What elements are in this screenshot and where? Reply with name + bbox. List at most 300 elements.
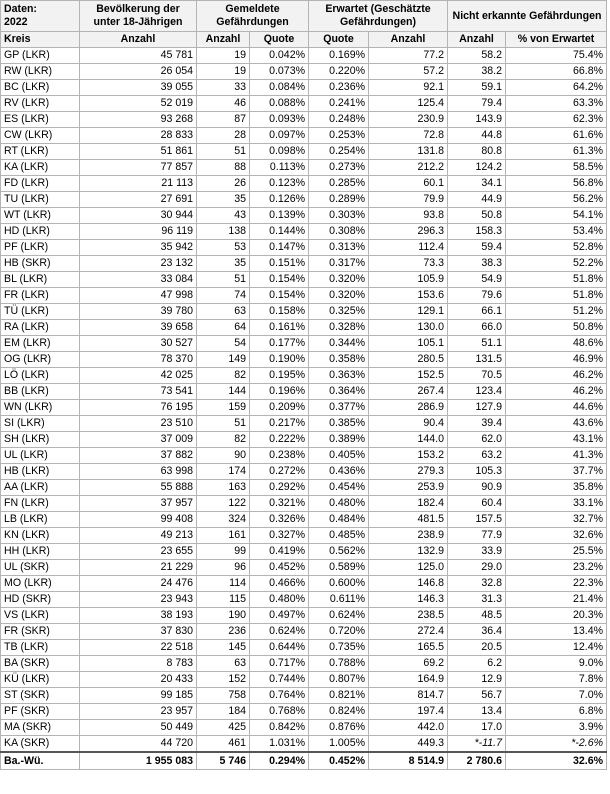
cell-not-detected-pct: *-2.6% — [506, 736, 607, 753]
cell-reported-rate: 0.147% — [250, 240, 309, 256]
cell-kreis: KN (LKR) — [1, 528, 80, 544]
cell-not-detected-pct: 25.5% — [506, 544, 607, 560]
cell-reported-count: 87 — [197, 112, 250, 128]
cell-expected-rate: 0.377% — [309, 400, 369, 416]
cell-reported-rate: 0.624% — [250, 624, 309, 640]
table-row — [1, 128, 607, 144]
cell-not-detected-count: 58.2 — [448, 48, 506, 64]
cell-reported-rate: 0.321% — [250, 496, 309, 512]
cell-expected-count: 79.9 — [369, 192, 448, 208]
cell-expected-count: 182.4 — [369, 496, 448, 512]
cell-reported-rate: 0.042% — [250, 48, 309, 64]
cell-not-detected-pct: 51.8% — [506, 288, 607, 304]
cell-not-detected-pct: 41.3% — [506, 448, 607, 464]
cell-expected-count: 90.4 — [369, 416, 448, 432]
cell-not-detected-count: 29.0 — [448, 560, 506, 576]
cell-expected-rate: 0.600% — [309, 576, 369, 592]
table-row — [1, 80, 607, 96]
cell-population: 49 213 — [80, 528, 197, 544]
cell-kreis: FD (LKR) — [1, 176, 80, 192]
cell-expected-count: 105.1 — [369, 336, 448, 352]
cell-not-detected-count: 123.4 — [448, 384, 506, 400]
cell-expected-count: 125.0 — [369, 560, 448, 576]
cell-expected-rate: 0.325% — [309, 304, 369, 320]
cell-population: 42 025 — [80, 368, 197, 384]
table-row — [1, 688, 607, 704]
cell-not-detected-pct: 52.8% — [506, 240, 607, 256]
cell-not-detected-count: 63.2 — [448, 448, 506, 464]
cell-reported-count: 74 — [197, 288, 250, 304]
table-row — [1, 720, 607, 736]
cell-expected-count: 253.9 — [369, 480, 448, 496]
cell-expected-rate: 0.364% — [309, 384, 369, 400]
cell-population: 44 720 — [80, 736, 197, 753]
cell-reported-count: 236 — [197, 624, 250, 640]
cell-not-detected-count: 131.5 — [448, 352, 506, 368]
header-data-year — [1, 1, 80, 32]
cell-kreis: BA (SKR) — [1, 656, 80, 672]
cell-reported-rate: 0.158% — [250, 304, 309, 320]
cell-not-detected-count: 48.5 — [448, 608, 506, 624]
cell-reported-count: 33 — [197, 80, 250, 96]
cell-not-detected-pct: 48.6% — [506, 336, 607, 352]
table-row — [1, 448, 607, 464]
cell-not-detected-pct: 52.2% — [506, 256, 607, 272]
cell-reported-count: 145 — [197, 640, 250, 656]
cell-expected-count: 146.8 — [369, 576, 448, 592]
cell-kreis: HB (SKR) — [1, 256, 80, 272]
cell-kreis: TU (LKR) — [1, 192, 80, 208]
cell-reported-count: 46 — [197, 96, 250, 112]
table-row — [1, 240, 607, 256]
cell-reported-rate: 0.177% — [250, 336, 309, 352]
table-row — [1, 512, 607, 528]
cell-reported-count: 35 — [197, 192, 250, 208]
header-reported-count: Anzahl — [197, 32, 250, 48]
cell-reported-count: 96 — [197, 560, 250, 576]
cell-kreis: RT (LKR) — [1, 144, 80, 160]
cell-reported-count: 115 — [197, 592, 250, 608]
cell-not-detected-pct: 46.9% — [506, 352, 607, 368]
cell-not-detected-count: 66.0 — [448, 320, 506, 336]
cell-not-detected-pct: 61.6% — [506, 128, 607, 144]
cell-reported-count: 28 — [197, 128, 250, 144]
cell-kreis: SH (LKR) — [1, 432, 80, 448]
cell-reported-rate: 0.190% — [250, 352, 309, 368]
cell-not-detected-count: 158.3 — [448, 224, 506, 240]
table-row — [1, 144, 607, 160]
cell-expected-count: 286.9 — [369, 400, 448, 416]
cell-reported-rate: 0.073% — [250, 64, 309, 80]
table-row — [1, 224, 607, 240]
cell-not-detected-count: 44.8 — [448, 128, 506, 144]
cell-expected-count: 132.9 — [369, 544, 448, 560]
cell-not-detected-count: *-11.7 — [448, 736, 506, 753]
cell-reported-rate: 0.497% — [250, 608, 309, 624]
cell-expected-rate: 0.824% — [309, 704, 369, 720]
cell-expected-rate: 0.328% — [309, 320, 369, 336]
cell-expected-count: 92.1 — [369, 80, 448, 96]
cell-kreis: Ba.-Wü. — [1, 752, 80, 770]
cell-population: 21 229 — [80, 560, 197, 576]
cell-not-detected-pct: 46.2% — [506, 368, 607, 384]
cell-population: 28 833 — [80, 128, 197, 144]
cell-kreis: BC (LKR) — [1, 80, 80, 96]
cell-reported-count: 19 — [197, 48, 250, 64]
cell-expected-count: 267.4 — [369, 384, 448, 400]
cell-expected-count: 112.4 — [369, 240, 448, 256]
cell-kreis: HD (SKR) — [1, 592, 80, 608]
cell-expected-rate: 0.253% — [309, 128, 369, 144]
cell-reported-count: 324 — [197, 512, 250, 528]
cell-reported-rate: 0.294% — [250, 752, 309, 770]
cell-reported-rate: 0.326% — [250, 512, 309, 528]
cell-expected-rate: 0.344% — [309, 336, 369, 352]
cell-population: 30 527 — [80, 336, 197, 352]
cell-reported-count: 51 — [197, 144, 250, 160]
cell-population: 37 009 — [80, 432, 197, 448]
cell-reported-rate: 0.272% — [250, 464, 309, 480]
cell-kreis: WT (LKR) — [1, 208, 80, 224]
header-not-detected: Nicht erkannte Gefährdungen — [448, 1, 607, 32]
cell-not-detected-count: 66.1 — [448, 304, 506, 320]
cell-reported-rate: 0.144% — [250, 224, 309, 240]
cell-reported-count: 63 — [197, 304, 250, 320]
cell-expected-rate: 0.220% — [309, 64, 369, 80]
cell-reported-rate: 0.768% — [250, 704, 309, 720]
cell-not-detected-count: 90.9 — [448, 480, 506, 496]
cell-reported-count: 163 — [197, 480, 250, 496]
header-year: 2022 — [4, 16, 28, 28]
cell-kreis: ST (SKR) — [1, 688, 80, 704]
cell-reported-rate: 1.031% — [250, 736, 309, 753]
table-row — [1, 432, 607, 448]
cell-expected-count: 814.7 — [369, 688, 448, 704]
table-row — [1, 464, 607, 480]
cell-reported-rate: 0.764% — [250, 688, 309, 704]
cell-expected-count: 296.3 — [369, 224, 448, 240]
cell-not-detected-pct: 75.4% — [506, 48, 607, 64]
cell-population: 21 113 — [80, 176, 197, 192]
table-row — [1, 672, 607, 688]
cell-population: 45 781 — [80, 48, 197, 64]
cell-expected-count: 449.3 — [369, 736, 448, 753]
cell-not-detected-pct: 63.3% — [506, 96, 607, 112]
cell-not-detected-count: 17.0 — [448, 720, 506, 736]
cell-expected-count: 272.4 — [369, 624, 448, 640]
table-row — [1, 320, 607, 336]
cell-kreis: AA (LKR) — [1, 480, 80, 496]
cell-kreis: PF (SKR) — [1, 704, 80, 720]
table-row — [1, 176, 607, 192]
cell-expected-count: 153.6 — [369, 288, 448, 304]
cell-population: 55 888 — [80, 480, 197, 496]
header-expected-count: Anzahl — [369, 32, 448, 48]
cell-not-detected-pct: 43.6% — [506, 416, 607, 432]
cell-reported-count: 138 — [197, 224, 250, 240]
table-row — [1, 592, 607, 608]
cell-kreis: TÜ (LKR) — [1, 304, 80, 320]
cell-expected-rate: 0.320% — [309, 272, 369, 288]
table-row — [1, 288, 607, 304]
cell-reported-rate: 0.744% — [250, 672, 309, 688]
cell-kreis: FR (LKR) — [1, 288, 80, 304]
table-row — [1, 704, 607, 720]
cell-not-detected-count: 34.1 — [448, 176, 506, 192]
cell-not-detected-count: 31.3 — [448, 592, 506, 608]
cell-not-detected-pct: 12.4% — [506, 640, 607, 656]
cell-not-detected-count: 50.8 — [448, 208, 506, 224]
cell-expected-rate: 0.303% — [309, 208, 369, 224]
cell-reported-rate: 0.196% — [250, 384, 309, 400]
cell-expected-count: 131.8 — [369, 144, 448, 160]
cell-not-detected-count: 79.6 — [448, 288, 506, 304]
cell-population: 23 132 — [80, 256, 197, 272]
header-not-detected-count: Anzahl — [448, 32, 506, 48]
cell-population: 50 449 — [80, 720, 197, 736]
cell-population: 26 054 — [80, 64, 197, 80]
header-data-label: Daten: — [4, 3, 37, 15]
cell-not-detected-pct: 61.3% — [506, 144, 607, 160]
cell-reported-rate: 0.139% — [250, 208, 309, 224]
table-row — [1, 624, 607, 640]
header-population: Bevölkerung der unter 18-Jährigen — [80, 1, 197, 32]
cell-reported-count: 190 — [197, 608, 250, 624]
table-row — [1, 544, 607, 560]
cell-population: 37 957 — [80, 496, 197, 512]
table-row — [1, 48, 607, 64]
cell-expected-count: 212.2 — [369, 160, 448, 176]
cell-not-detected-pct: 20.3% — [506, 608, 607, 624]
total-row — [1, 752, 607, 770]
cell-expected-count: 77.2 — [369, 48, 448, 64]
cell-reported-count: 122 — [197, 496, 250, 512]
cell-not-detected-pct: 50.8% — [506, 320, 607, 336]
table-row — [1, 736, 607, 753]
cell-expected-rate: 0.720% — [309, 624, 369, 640]
cell-kreis: HB (LKR) — [1, 464, 80, 480]
table-row — [1, 480, 607, 496]
cell-not-detected-pct: 33.1% — [506, 496, 607, 512]
cell-expected-count: 153.2 — [369, 448, 448, 464]
cell-reported-rate: 0.238% — [250, 448, 309, 464]
cell-expected-count: 130.0 — [369, 320, 448, 336]
cell-expected-count: 57.2 — [369, 64, 448, 80]
table-row — [1, 608, 607, 624]
table-row — [1, 304, 607, 320]
cell-expected-rate: 0.562% — [309, 544, 369, 560]
header-pop-count: Anzahl — [80, 32, 197, 48]
cell-reported-count: 5 746 — [197, 752, 250, 770]
cell-population: 73 541 — [80, 384, 197, 400]
cell-reported-rate: 0.098% — [250, 144, 309, 160]
cell-not-detected-pct: 44.6% — [506, 400, 607, 416]
table-row — [1, 160, 607, 176]
cell-reported-rate: 0.097% — [250, 128, 309, 144]
cell-kreis: LÖ (LKR) — [1, 368, 80, 384]
cell-population: 35 942 — [80, 240, 197, 256]
cell-expected-count: 442.0 — [369, 720, 448, 736]
cell-not-detected-pct: 35.8% — [506, 480, 607, 496]
cell-reported-count: 19 — [197, 64, 250, 80]
header-reported-rate: Quote — [250, 32, 309, 48]
cell-not-detected-pct: 51.2% — [506, 304, 607, 320]
table-row — [1, 416, 607, 432]
table-row — [1, 528, 607, 544]
cell-expected-count: 146.3 — [369, 592, 448, 608]
cell-expected-count: 73.3 — [369, 256, 448, 272]
cell-not-detected-count: 51.1 — [448, 336, 506, 352]
cell-population: 47 998 — [80, 288, 197, 304]
cell-expected-count: 60.1 — [369, 176, 448, 192]
cell-not-detected-count: 36.4 — [448, 624, 506, 640]
cell-expected-rate: 0.624% — [309, 608, 369, 624]
cell-expected-rate: 0.821% — [309, 688, 369, 704]
cell-expected-rate: 0.285% — [309, 176, 369, 192]
cell-not-detected-pct: 6.8% — [506, 704, 607, 720]
cell-population: 23 510 — [80, 416, 197, 432]
cell-not-detected-count: 38.2 — [448, 64, 506, 80]
table-row — [1, 208, 607, 224]
cell-kreis: BB (LKR) — [1, 384, 80, 400]
table-row — [1, 272, 607, 288]
cell-population: 52 019 — [80, 96, 197, 112]
cell-reported-rate: 0.084% — [250, 80, 309, 96]
cell-expected-rate: 0.385% — [309, 416, 369, 432]
cell-expected-rate: 0.452% — [309, 752, 369, 770]
cell-kreis: HH (LKR) — [1, 544, 80, 560]
cell-expected-count: 8 514.9 — [369, 752, 448, 770]
cell-expected-count: 165.5 — [369, 640, 448, 656]
cell-population: 24 476 — [80, 576, 197, 592]
cell-expected-count: 144.0 — [369, 432, 448, 448]
cell-kreis: OG (LKR) — [1, 352, 80, 368]
cell-reported-rate: 0.222% — [250, 432, 309, 448]
table-row — [1, 192, 607, 208]
cell-reported-count: 461 — [197, 736, 250, 753]
cell-expected-rate: 0.317% — [309, 256, 369, 272]
cell-expected-rate: 0.485% — [309, 528, 369, 544]
cell-reported-rate: 0.154% — [250, 272, 309, 288]
cell-not-detected-count: 12.9 — [448, 672, 506, 688]
cell-reported-rate: 0.717% — [250, 656, 309, 672]
cell-kreis: RW (LKR) — [1, 64, 80, 80]
cell-not-detected-count: 33.9 — [448, 544, 506, 560]
cell-not-detected-count: 143.9 — [448, 112, 506, 128]
cell-expected-rate: 0.289% — [309, 192, 369, 208]
cell-not-detected-pct: 21.4% — [506, 592, 607, 608]
cell-population: 37 830 — [80, 624, 197, 640]
cell-reported-count: 51 — [197, 272, 250, 288]
cell-not-detected-pct: 56.2% — [506, 192, 607, 208]
cell-not-detected-count: 157.5 — [448, 512, 506, 528]
cell-not-detected-count: 80.8 — [448, 144, 506, 160]
cell-population: 99 185 — [80, 688, 197, 704]
cell-expected-rate: 0.273% — [309, 160, 369, 176]
cell-kreis: EM (LKR) — [1, 336, 80, 352]
cell-not-detected-pct: 51.8% — [506, 272, 607, 288]
cell-kreis: KA (LKR) — [1, 160, 80, 176]
cell-expected-count: 125.4 — [369, 96, 448, 112]
cell-not-detected-pct: 23.2% — [506, 560, 607, 576]
cell-population: 20 433 — [80, 672, 197, 688]
cell-not-detected-pct: 32.6% — [506, 528, 607, 544]
cell-kreis: SI (LKR) — [1, 416, 80, 432]
cell-not-detected-pct: 62.3% — [506, 112, 607, 128]
cell-reported-count: 114 — [197, 576, 250, 592]
cell-population: 37 882 — [80, 448, 197, 464]
table-row — [1, 656, 607, 672]
cell-reported-count: 149 — [197, 352, 250, 368]
cell-not-detected-count: 20.5 — [448, 640, 506, 656]
cell-kreis: MA (SKR) — [1, 720, 80, 736]
cell-expected-count: 280.5 — [369, 352, 448, 368]
cell-reported-count: 88 — [197, 160, 250, 176]
table-row — [1, 256, 607, 272]
table-row — [1, 112, 607, 128]
cell-expected-count: 69.2 — [369, 656, 448, 672]
cell-not-detected-pct: 32.7% — [506, 512, 607, 528]
cell-kreis: LB (LKR) — [1, 512, 80, 528]
cell-expected-rate: 0.589% — [309, 560, 369, 576]
cell-reported-rate: 0.209% — [250, 400, 309, 416]
cell-expected-rate: 0.484% — [309, 512, 369, 528]
cell-expected-count: 164.9 — [369, 672, 448, 688]
cell-expected-rate: 0.436% — [309, 464, 369, 480]
cell-reported-count: 63 — [197, 656, 250, 672]
cell-kreis: FR (SKR) — [1, 624, 80, 640]
cell-not-detected-count: 54.9 — [448, 272, 506, 288]
cell-not-detected-count: 2 780.6 — [448, 752, 506, 770]
cell-reported-rate: 0.154% — [250, 288, 309, 304]
table-row — [1, 336, 607, 352]
cell-reported-rate: 0.644% — [250, 640, 309, 656]
cell-reported-rate: 0.466% — [250, 576, 309, 592]
cell-kreis: TB (LKR) — [1, 640, 80, 656]
cell-population: 27 691 — [80, 192, 197, 208]
cell-expected-count: 238.9 — [369, 528, 448, 544]
cell-reported-rate: 0.093% — [250, 112, 309, 128]
cell-population: 78 370 — [80, 352, 197, 368]
cell-not-detected-pct: 43.1% — [506, 432, 607, 448]
cell-reported-rate: 0.842% — [250, 720, 309, 736]
cell-kreis: UL (SKR) — [1, 560, 80, 576]
cell-reported-rate: 0.327% — [250, 528, 309, 544]
table-row — [1, 576, 607, 592]
cell-reported-count: 51 — [197, 416, 250, 432]
cell-population: 1 955 083 — [80, 752, 197, 770]
cell-expected-rate: 0.807% — [309, 672, 369, 688]
cell-reported-count: 90 — [197, 448, 250, 464]
cell-expected-rate: 0.313% — [309, 240, 369, 256]
cell-expected-rate: 0.308% — [309, 224, 369, 240]
cell-not-detected-pct: 46.2% — [506, 384, 607, 400]
cell-population: 99 408 — [80, 512, 197, 528]
table-row — [1, 640, 607, 656]
cell-not-detected-pct: 3.9% — [506, 720, 607, 736]
cell-not-detected-pct: 56.8% — [506, 176, 607, 192]
cell-reported-count: 99 — [197, 544, 250, 560]
cell-reported-count: 184 — [197, 704, 250, 720]
header-kreis: Kreis — [1, 32, 80, 48]
cell-expected-count: 279.3 — [369, 464, 448, 480]
cell-kreis: HD (LKR) — [1, 224, 80, 240]
cell-expected-rate: 0.876% — [309, 720, 369, 736]
cell-expected-rate: 0.236% — [309, 80, 369, 96]
cell-kreis: BL (LKR) — [1, 272, 80, 288]
cell-population: 63 998 — [80, 464, 197, 480]
cell-kreis: CW (LKR) — [1, 128, 80, 144]
